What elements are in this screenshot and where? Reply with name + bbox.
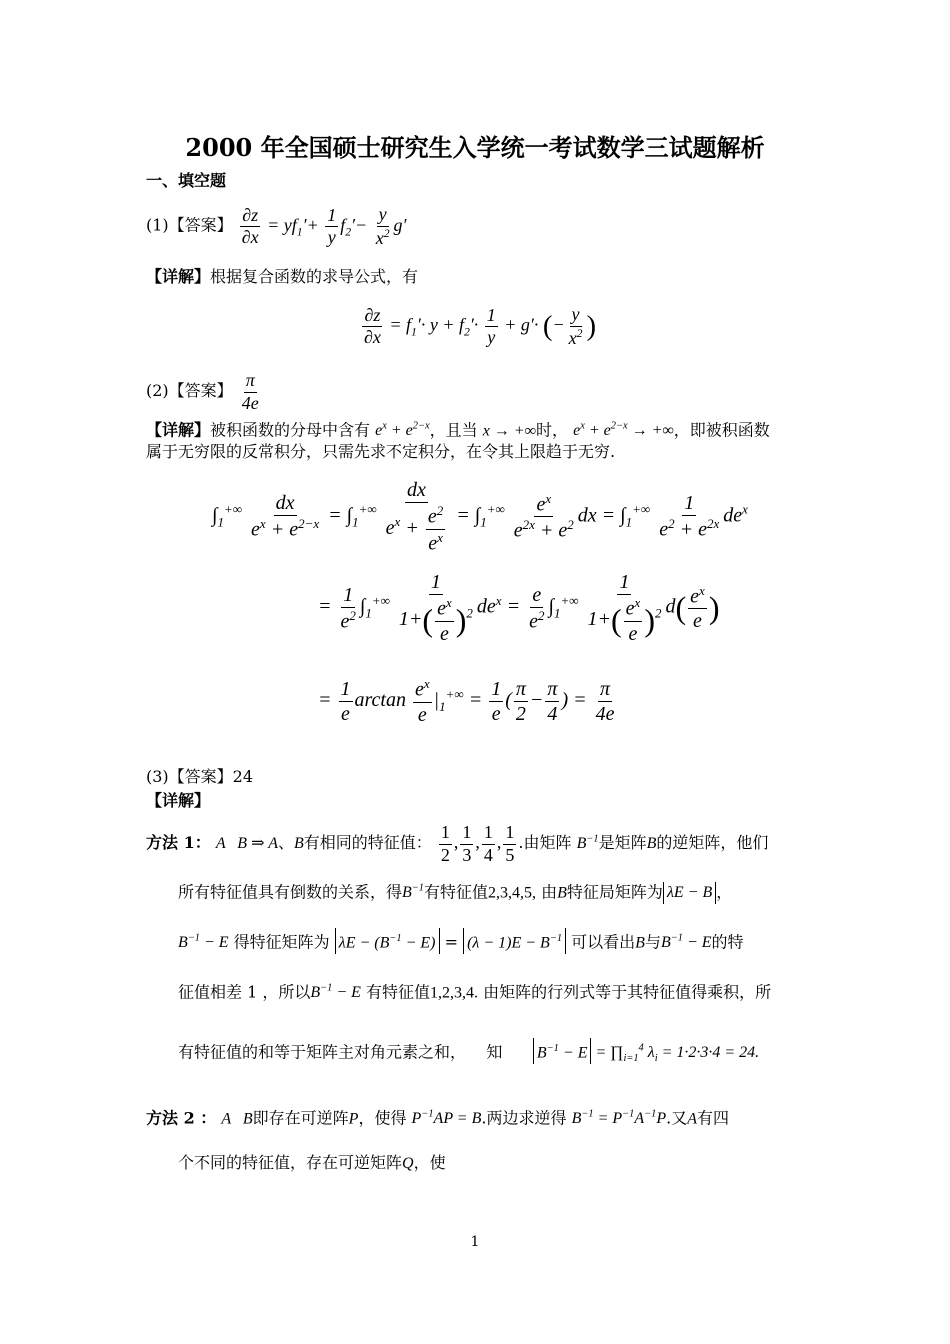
- m1-line3-a: 得特征矩阵为: [233, 932, 330, 952]
- q3-method2-line1: 方法 2 ： A B即存在可逆阵P，使得 $P^{-1}AP = B$.两边求逆得 $B^{-1} = P^{-1}A^{-1}P$.又A有四: [146, 1108, 730, 1128]
- method1-label: 方法 1：: [146, 833, 211, 853]
- m1-line5-a: 有特征值的和等于矩阵主对角元素之和，: [178, 1042, 467, 1062]
- q3-method1-line4: 征值相差 1 ，所以$B^{-1} - E$ 有特征值1,2,3,4. 由矩阵的行列式等于其特征值得乘积，所: [178, 982, 772, 1002]
- q1-detail-label: 【详解】: [146, 267, 211, 286]
- q1-detail-line: [146, 266, 418, 288]
- m1-line2-a: 所有特征值具有倒数的关系，得: [178, 882, 403, 902]
- m1-text-c: 是矩阵: [598, 833, 647, 853]
- determinant-formula: $B^{-1} - E$ = $\prod_{i=1}^4$ $\lambda_i = 1\cdot 2\cdot 3\cdot 4 = 24$.: [533, 1044, 759, 1061]
- m1-line4-c: 由矩阵的行列式等于其特征值得乘积，所: [483, 982, 772, 1002]
- m1-line2-c: 由: [541, 882, 558, 902]
- m1-text-d: 的逆矩阵，他们: [656, 833, 769, 853]
- q3-method1-line5: [178, 1038, 759, 1071]
- m1-line2-b: 有特征值: [424, 882, 489, 902]
- q3-method1-line3: $B^{-1} - E$ 得特征矩阵为 $\lambda E - (B^{-1} - E) = (\lambda - 1)E - B^{-1}$ 可以看出B与$B^{-1} - E$的特: [178, 928, 744, 954]
- m1-line4-b: 有特征值: [366, 982, 431, 1002]
- m2-line2-b: ，使: [413, 1153, 446, 1172]
- method2-label: 方法 2 ：: [146, 1108, 217, 1128]
- q1-answer-formula: $\frac{\partial z}{\partial x}$ = $yf_1'+$ $\frac{1}{y}$ $f_2'-$ $\frac{y}{x^2}$ g′: [241, 204, 407, 248]
- m1-line3-c: 与: [644, 932, 661, 952]
- q3-detail-label: 【详解】: [146, 791, 211, 810]
- q2-answer-formula: $\frac{\pi}{4e}$: [241, 370, 259, 413]
- m1-line4-a: 征值相差 1 ，所以: [178, 982, 311, 1002]
- q2-answer-line: [146, 370, 263, 414]
- q2-detail-text-a: 被积函数的分母中含有: [210, 420, 371, 440]
- q2-answer-label: (2)【答案】: [146, 381, 233, 401]
- m2-text-c: .两边求逆得: [481, 1108, 567, 1128]
- q2-denominator-expr: $e^x + e^{2-x}$: [375, 421, 430, 440]
- q1-detail-text: 根据复合函数的求导公式，有: [210, 267, 419, 286]
- q2-limit-expr: x → +∞: [482, 422, 537, 440]
- page-number: 1: [470, 1234, 480, 1250]
- q2-integral-line2: = $\frac{1}{e^2}$ $\int_1^{+\infty}$ 1 1+( $\frac{e^x}{e}$ )$^2$ $de^x$ = $\frac{e}{e^2}$ $\int_1^{+\infty}$ 1 1+( $\frac{e^x}{e}$ )$^2$ d( $\frac{e^x}{e}$ ): [318, 571, 720, 645]
- m1-line5-b: 知: [486, 1042, 503, 1062]
- q3-method1-line2: 所有特征值具有倒数的关系，得$B^{-1}$有特征值2,3,4,5, 由B特征局矩阵为 λE − B ，: [178, 878, 732, 904]
- m1-line2-d: 特征局矩阵为: [566, 882, 663, 902]
- q3-method1-line1: 方法 1： A B ⇒ A、B有相同的特征值： $\frac{1}{2}$ , $\frac{1}{3}$ , $\frac{1}{4}$ , $\frac{1}{5}$ .由矩阵 $B^{-1}$是矩阵B的逆矩阵，他们: [146, 822, 769, 865]
- m2-text-e: 有四: [697, 1108, 730, 1128]
- m1-text-b: .由矩阵: [518, 833, 572, 853]
- q2-integral-line1: $\int_1^{+\infty}$ $\frac{dx}{e^x + e^{2-x}}$ = $\int_1^{+\infty}$ dx $e^x$ + $\frac{e^2}{e^x}$ = $\int_1^{+\infty}$ $\frac{e^x}{e^{2x} + e^2}$ dx = $\int_1^{+\infty}$ $\frac{1}{e^2 + e^{2x}}$ $de^x$: [212, 479, 748, 555]
- m2-text-d: .又: [666, 1108, 688, 1128]
- eigenvalues-expr: $\frac{1}{2}$ , $\frac{1}{3}$ , $\frac{1}{4}$ , $\frac{1}{5}$: [440, 822, 515, 865]
- q2-detail-text-c: 时，: [536, 420, 569, 440]
- q1-answer-line: [146, 204, 406, 249]
- m1-line3-d: 的特: [711, 932, 744, 952]
- m2-line2-a: 个不同的特征值，存在可逆矩阵: [178, 1153, 403, 1172]
- q2-limit-expr-2: $e^x + e^{2-x}$ → +∞: [573, 421, 674, 440]
- q2-detail-text-b: ，且当: [429, 420, 478, 440]
- q2-detail-line1: [146, 416, 816, 442]
- q1-answer-label: (1)【答案】: [146, 215, 233, 235]
- m2-text-a: 即存在可逆阵: [252, 1108, 349, 1128]
- q2-detail-line2: 属于无穷限的反常积分，只需先求不定积分，在令其上限趋于无穷.: [146, 442, 616, 461]
- m1-line3-b: 可以看出: [571, 932, 636, 952]
- q3-answer-line: (3)【答案】24: [146, 767, 254, 786]
- section-heading: 一、填空题: [146, 171, 227, 190]
- q3-method2-line2: 个不同的特征值，存在可逆矩阵Q，使: [178, 1153, 446, 1172]
- m1-text-a: 有相同的特征值：: [303, 833, 432, 853]
- q2-integral-line3: = $\frac{1}{e}$ arctan $\frac{e^x}{e}$ $|_1^{+\infty}$ = $\frac{1}{e}$ ( $\frac{\pi}{2}$ − $\frac{\pi}{4}$ ) = $\frac{\pi}{4e}$: [318, 676, 615, 726]
- q2-detail-text-d: ，即被积函数: [673, 420, 770, 440]
- q2-detail-label: 【详解】: [146, 420, 211, 440]
- q1-formula: $\frac{\partial z}{\partial x}$ = $f_1'\cdot y + f_2'\cdot$ $\frac{1}{y}$ + g′· (− $\frac{y}{x^2}$ ): [364, 304, 597, 348]
- m2-text-b: ，使得: [358, 1108, 407, 1128]
- page-title: 2000 年全国硕士研究生入学统一考试数学三试题解析: [185, 133, 765, 162]
